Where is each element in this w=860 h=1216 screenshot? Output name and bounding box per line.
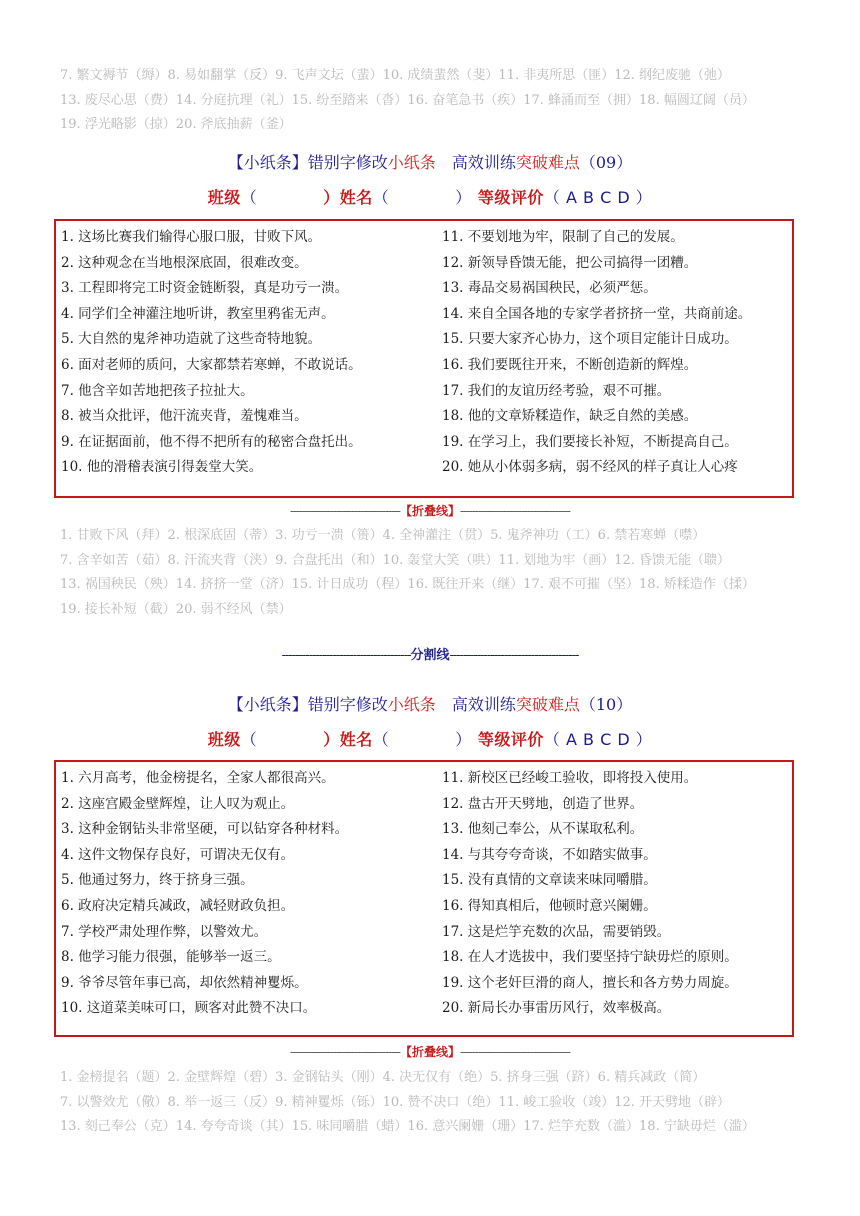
class-label: 班级 <box>207 730 241 749</box>
list-item: 18. 在人才选拔中，我们要坚持宁缺毋烂的原则。 <box>442 949 738 966</box>
title-part: 高效训练 <box>435 153 516 172</box>
exercise-column-right <box>442 225 802 481</box>
list-item: 12. 盘古开天劈地，创造了世界。 <box>442 795 644 812</box>
title-part: 错别字修改 <box>307 153 388 172</box>
name-label: ）姓名 <box>323 188 373 207</box>
list-item: 1. 六月高考，他金榜提名，全家人都很高兴。 <box>61 770 335 786</box>
list-item: 20. 她从小体弱多病，弱不经风的样子真让人心疼 <box>442 459 738 476</box>
name-label: ）姓名 <box>323 730 373 749</box>
answer-line: 13. 刻己奉公（克）14. 夸夸奇谈（其）15. 味同嚼腊（蜡）16. 意兴阑姗（珊）17. 烂竽充数（滥）18. 宁缺毋烂（滥） <box>60 1119 755 1134</box>
grade-label: 等级评价 <box>477 730 544 749</box>
list-item: 2. 这种观念在当地根深底固，很难改变。 <box>61 254 308 271</box>
list-item: 8. 被当众批评，他汗流夹背，羞愧难当。 <box>61 408 308 425</box>
list-item: 17. 我们的友谊历经考验，艰不可摧。 <box>442 382 671 399</box>
list-item: 14. 与其夸夸奇谈，不如踏实做事。 <box>442 846 657 863</box>
class-label: 班级 <box>207 188 241 207</box>
student-info-line: 班级（ ）姓名（ ） 等级评价（ A B C D ） <box>207 188 653 207</box>
grade-label: 等级评价 <box>477 188 544 207</box>
answer-line: 13. 废尽心思（费）14. 分庭抗理（礼）15. 纷至踏来（沓）16. 奋笔急书（疾）17. 蜂涌而至（拥）18. 幅圆辽阔（员） <box>60 92 755 108</box>
title-part: 小纸条 <box>387 695 436 714</box>
fold-line: ------------------------------------【折叠线】------------------------------------ <box>290 504 570 518</box>
exercise-box <box>54 760 794 1037</box>
title-part: 突破难点 <box>515 695 580 714</box>
list-item: 18. 他的文章矫糅造作，缺乏自然的美感。 <box>442 408 698 425</box>
title-part: 突破难点 <box>515 153 580 172</box>
exercise-column-left <box>61 766 421 1022</box>
answer-line: 1. 金榜提名（题）2. 金壁辉煌（碧）3. 金钢钻头（刚）4. 决无仅有（绝）5. 挤身三强（跻）6. 精兵减政（简） <box>60 1070 706 1085</box>
section-title <box>0 692 860 715</box>
grade-options[interactable]: （ A B C D ） <box>543 730 653 749</box>
list-item: 5. 大自然的鬼斧神功造就了这些奇特地貌。 <box>61 331 322 348</box>
list-item: 20. 新局长办事雷历风行，效率极高。 <box>442 1000 671 1017</box>
list-item: 2. 这座宫殿金壁辉煌，让人叹为观止。 <box>61 795 295 812</box>
title-part: 高效训练 <box>435 695 516 714</box>
answer-line: 7. 繁文褥节（缛）8. 易如翻掌（反）9. 飞声文坛（蜚）10. 成绩蜚然（斐）11. 非夷所思（匪）12. 纲纪废驰（弛） <box>60 68 731 83</box>
list-item: 17. 这是烂竽充数的次品，需要销毁。 <box>442 923 671 940</box>
list-item: 7. 学校严肃处理作弊，以警效尤。 <box>61 923 268 940</box>
answer-line: 19. 浮光略影（掠）20. 斧底抽薪（釜） <box>60 117 292 132</box>
title-number: （09） <box>579 153 633 172</box>
split-line: --------------------------------------分割线-------------------------------------- <box>281 648 579 663</box>
list-item: 6. 政府决定精兵减政，减轻财政负担。 <box>61 897 295 914</box>
list-item: 9. 在证据面前，他不得不把所有的秘密合盘托出。 <box>61 433 362 450</box>
list-item: 13. 他刻己奉公，从不谋取私利。 <box>442 821 644 838</box>
answer-line: 13. 祸国秧民（殃）14. 挤挤一堂（济）15. 计日成功（程）16. 既往开来（继）17. 艰不可摧（坚）18. 矫糅造作（揉） <box>60 577 755 592</box>
title-part: 小纸条 <box>387 153 436 172</box>
list-item: 8. 他学习能力很强，能够举一返三。 <box>61 949 281 966</box>
list-item: 13. 毒品交易祸国秧民，必须严惩。 <box>442 280 657 297</box>
list-item: 11. 新校区已经峻工验收，即将投入使用。 <box>442 770 698 786</box>
exercise-column-left <box>61 225 421 481</box>
answer-line: 7. 以警效尤（儆）8. 举一返三（反）9. 精神矍烁（铄）10. 赞不决口（绝）11. 峻工验收（竣）12. 开天劈地（辟） <box>60 1094 731 1110</box>
list-item: 16. 我们要既往开来，不断创造新的辉煌。 <box>442 356 698 373</box>
list-item: 15. 只要大家齐心协力，这个项目定能计日成功。 <box>442 331 738 348</box>
list-item: 19. 在学习上，我们要接长补短，不断提高自己。 <box>442 433 738 450</box>
list-item: 4. 同学们全神灌注地听讲，教室里鸦雀无声。 <box>61 305 335 322</box>
exercise-column-right <box>442 766 802 1022</box>
list-item: 16. 得知真相后，他顿时意兴阑姗。 <box>442 897 657 914</box>
top-answer-block <box>60 64 820 138</box>
answer-line: 19. 接长补短（截）20. 弱不经风（禁） <box>60 601 292 617</box>
list-item: 11. 不要划地为牢，限制了自己的发展。 <box>442 229 684 245</box>
split-label: 分割线 <box>410 648 450 663</box>
list-item: 12. 新领导昏馈无能，把公司搞得一团糟。 <box>442 254 698 271</box>
title-bracket: 【小纸条】 <box>227 695 308 714</box>
answer-line: 7. 含辛如苦（茹）8. 汗流夹背（浃）9. 合盘托出（和）10. 轰堂大笑（哄）11. 划地为牢（画）12. 昏馈无能（聩） <box>60 552 731 568</box>
fold-label: 【折叠线】 <box>399 1045 460 1059</box>
list-item: 10. 这道菜美味可口，顾客对此赞不决口。 <box>61 1000 317 1017</box>
list-item: 1. 这场比赛我们输得心服口服，甘败下风。 <box>61 229 322 245</box>
answer-line: 1. 甘败下风（拜）2. 根深底固（蒂）3. 功亏一溃（篑）4. 全神灌注（贯）5. 鬼斧神功（工）6. 禁若寒蝉（噤） <box>60 528 706 543</box>
student-info-line: 班级（ ）姓名（ ） 等级评价（ A B C D ） <box>207 730 653 749</box>
fold-line: ------------------------------------【折叠线】------------------------------------ <box>290 1045 570 1059</box>
list-item: 15. 没有真情的文章读来味同嚼腊。 <box>442 872 657 889</box>
grade-options[interactable]: （ A B C D ） <box>543 188 653 207</box>
list-item: 7. 他含辛如苦地把孩子拉扯大。 <box>61 382 254 399</box>
list-item: 14. 来自全国各地的专家学者挤挤一堂，共商前途。 <box>442 305 752 322</box>
title-number: （10） <box>579 695 633 714</box>
answer-block <box>60 524 820 622</box>
list-item: 4. 这件文物保存良好，可谓决无仅有。 <box>61 846 295 863</box>
list-item: 3. 工程即将完工时资金链断裂，真是功亏一溃。 <box>61 280 349 297</box>
section-title <box>0 150 860 173</box>
exercise-box <box>54 219 794 498</box>
list-item: 10. 他的滑稽表演引得轰堂大笑。 <box>61 459 263 476</box>
title-part: 错别字修改 <box>307 695 388 714</box>
title-bracket: 【小纸条】 <box>227 153 308 172</box>
list-item: 5. 他通过努力，终于挤身三强。 <box>61 872 254 889</box>
answer-block <box>60 1066 820 1140</box>
list-item: 3. 这种金钢钻头非常坚硬，可以钻穿各种材料。 <box>61 821 349 838</box>
list-item: 19. 这个老奸巨滑的商人，擅长和各方势力周旋。 <box>442 974 738 991</box>
list-item: 9. 爷爷尽管年事已高，却依然精神矍烁。 <box>61 974 308 991</box>
list-item: 6. 面对老师的质问，大家都禁若寒蝉，不敢说话。 <box>61 356 362 373</box>
fold-label: 【折叠线】 <box>399 504 460 518</box>
